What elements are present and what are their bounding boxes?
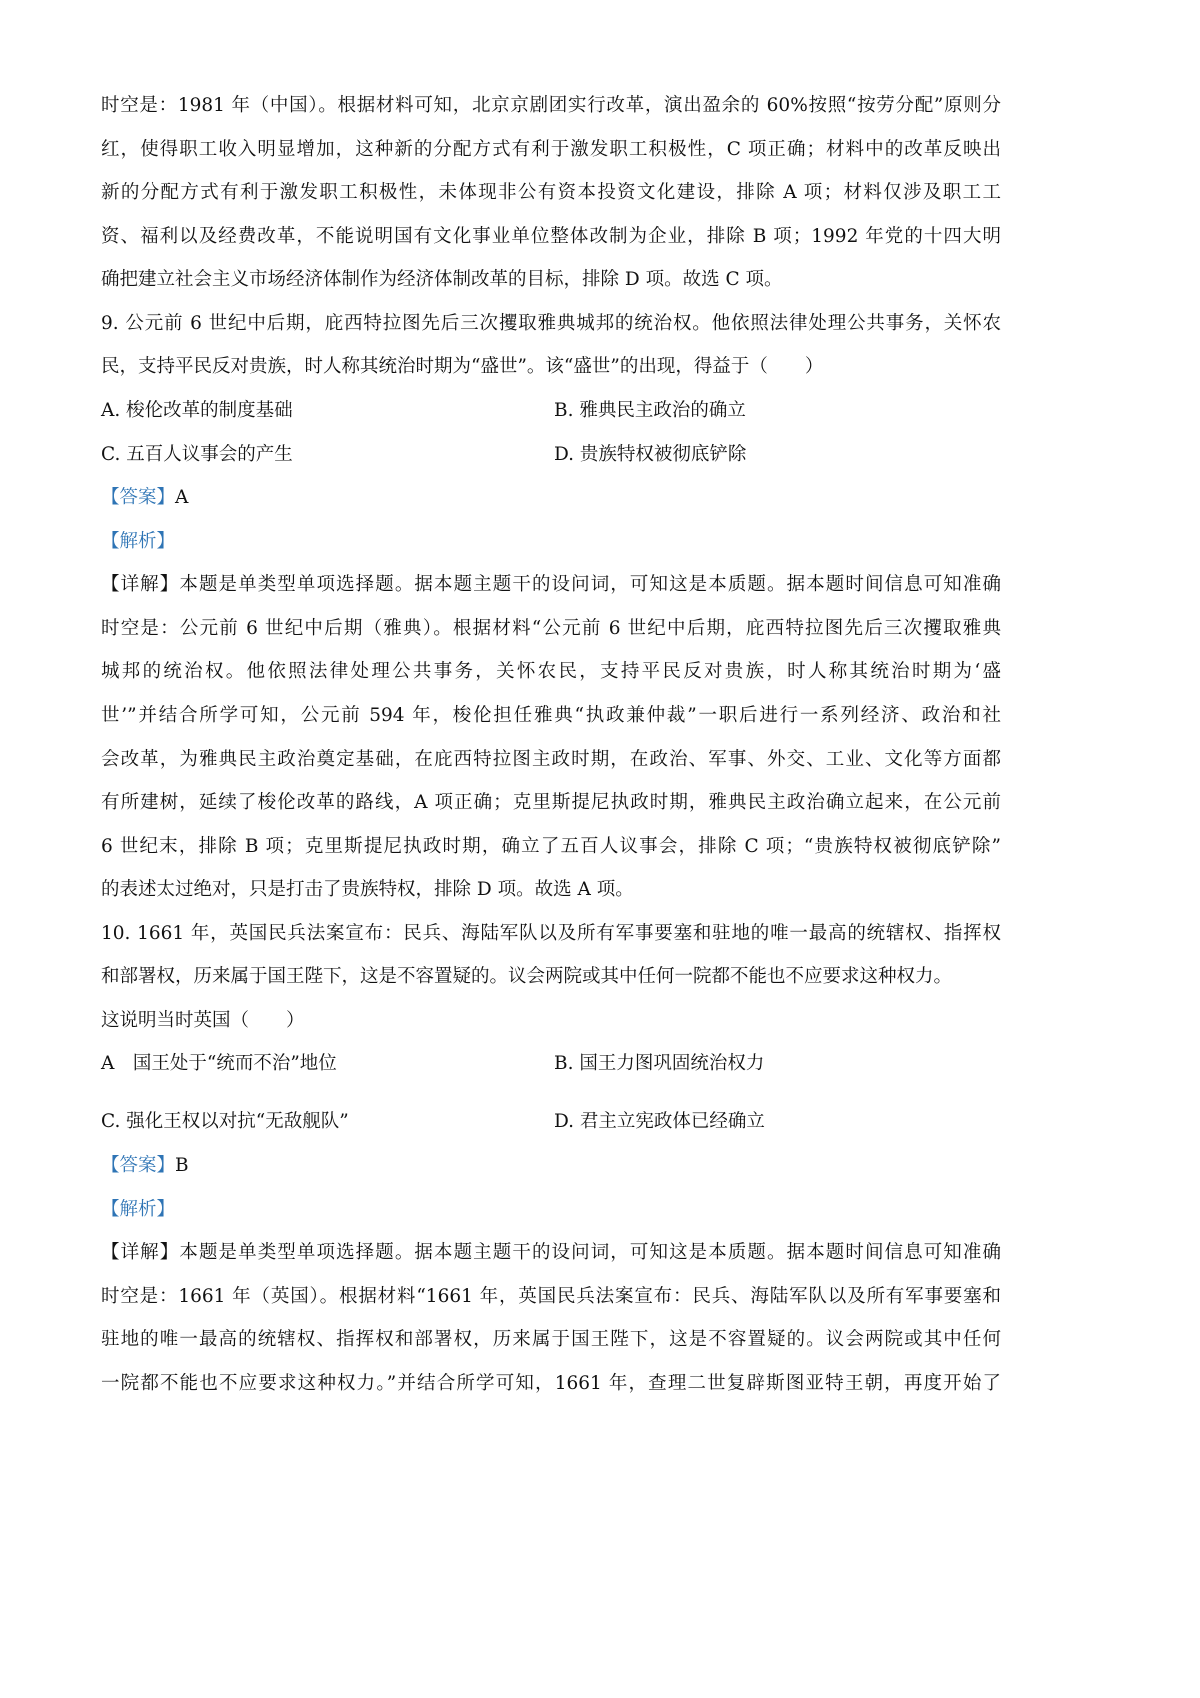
text-line: 驻地的唯一最高的统辖权、指挥权和部署权，历来属于国王陛下，这是不容置疑的。议会两院或其中任何	[101, 1329, 1001, 1350]
answer-value: A	[175, 487, 189, 508]
text-line: 的表述太过绝对，只是打击了贵族特权，排除 D 项。故选 A 项。	[101, 879, 634, 900]
text-line: 时空是：1661 年（英国）。根据材料“1661 年，英国民兵法案宣布：民兵、海陆军队以及所有军事要塞和	[101, 1286, 1001, 1307]
option-c: C. 强化王权以对抗“无敌舰队”	[101, 1111, 349, 1132]
answer-line	[101, 485, 1001, 511]
text-line: 时空是：公元前 6 世纪中后期（雅典）。根据材料“公元前 6 世纪中后期，庇西特拉图先后三次攫取雅典	[101, 618, 1001, 639]
question-9-stem: 9. 公元前 6 世纪中后期，庇西特拉图先后三次攫取雅典城邦的统治权。他依照法律处理公共事务，关怀农	[101, 313, 1001, 334]
analysis-label: 【解析】	[101, 1199, 176, 1220]
text-line: 一院都不能也不应要求这种权力。”并结合所学可知，1661 年，查理二世复辟斯图亚特王朝，再度开始了	[101, 1373, 1001, 1394]
text-line: 有所建树，延续了梭伦改革的路线，A 项正确；克里斯提尼执政时期，雅典民主政治确立起来，在公元前	[101, 792, 1001, 813]
text-line: 世’”并结合所学可知，公元前 594 年，梭伦担任雅典“执政兼仲裁”一职后进行一系列经济、政治和社	[101, 705, 1001, 726]
answer-label: 【答案】	[101, 1155, 176, 1176]
text-line: 资、福利以及经费改革，不能说明国有文化事业单位整体改制为企业，排除 B 项；1992 年党的十四大明	[101, 226, 1001, 247]
question-10-stem: 10. 1661 年，英国民兵法案宣布：民兵、海陆军队以及所有军事要塞和驻地的唯一最高的统辖权、指挥权	[101, 923, 1001, 944]
text-line: 会改革，为雅典民主政治奠定基础，在庇西特拉图主政时期，在政治、军事、外交、工业、文化等方面都	[101, 749, 1001, 770]
answer-line	[101, 1153, 1001, 1179]
text-line: 6 世纪末，排除 B 项；克里斯提尼执政时期，确立了五百人议事会，排除 C 项；“贵族特权被彻底铲除”	[101, 836, 1001, 857]
option-a: A 国王处于“统而不治”地位	[101, 1053, 337, 1074]
option-c: C. 五百人议事会的产生	[101, 444, 293, 465]
answer-label: 【答案】	[101, 487, 176, 508]
option-b: B. 国王力图巩固统治权力	[554, 1053, 765, 1074]
text-line: 新的分配方式有利于激发职工积极性，未体现非公有资本投资文化建设，排除 A 项；材料仅涉及职工工	[101, 182, 1001, 203]
option-d: D. 君主立宪政体已经确立	[554, 1111, 765, 1132]
text-line: 【详解】本题是单类型单项选择题。据本题主题干的设问词，可知这是本质题。据本题时间信息可知准确	[101, 1242, 1001, 1263]
text-line: 红，使得职工收入明显增加，这种新的分配方式有利于激发职工积极性，C 项正确；材料中的改革反映出	[101, 139, 1001, 160]
question-10-stem: 和部署权，历来属于国王陛下，这是不容置疑的。议会两院或其中任何一院都不能也不应要求这种权力。	[101, 966, 953, 987]
text-line: 时空是：1981 年（中国）。根据材料可知，北京京剧团实行改革，演出盈余的 60%按照“按劳分配”原则分	[101, 95, 1001, 116]
text-line: 确把建立社会主义市场经济体制作为经济体制改革的目标，排除 D 项。故选 C 项。	[101, 269, 783, 290]
option-d: D. 贵族特权被彻底铲除	[554, 444, 747, 465]
analysis-label: 【解析】	[101, 531, 176, 552]
answer-value: B	[175, 1155, 189, 1176]
question-9-stem: 民，支持平民反对贵族，时人称其统治时期为“盛世”。该“盛世”的出现，得益于（ ）	[101, 356, 824, 377]
text-line: 【详解】本题是单类型单项选择题。据本题主题干的设问词，可知这是本质题。据本题时间信息可知准确	[101, 574, 1001, 595]
option-a: A. 梭伦改革的制度基础	[101, 400, 293, 421]
option-b: B. 雅典民主政治的确立	[554, 400, 746, 421]
question-10-stem: 这说明当时英国（ ）	[101, 1010, 305, 1031]
text-line: 城邦的统治权。他依照法律处理公共事务，关怀农民，支持平民反对贵族，时人称其统治时期为‘盛	[101, 661, 1001, 682]
